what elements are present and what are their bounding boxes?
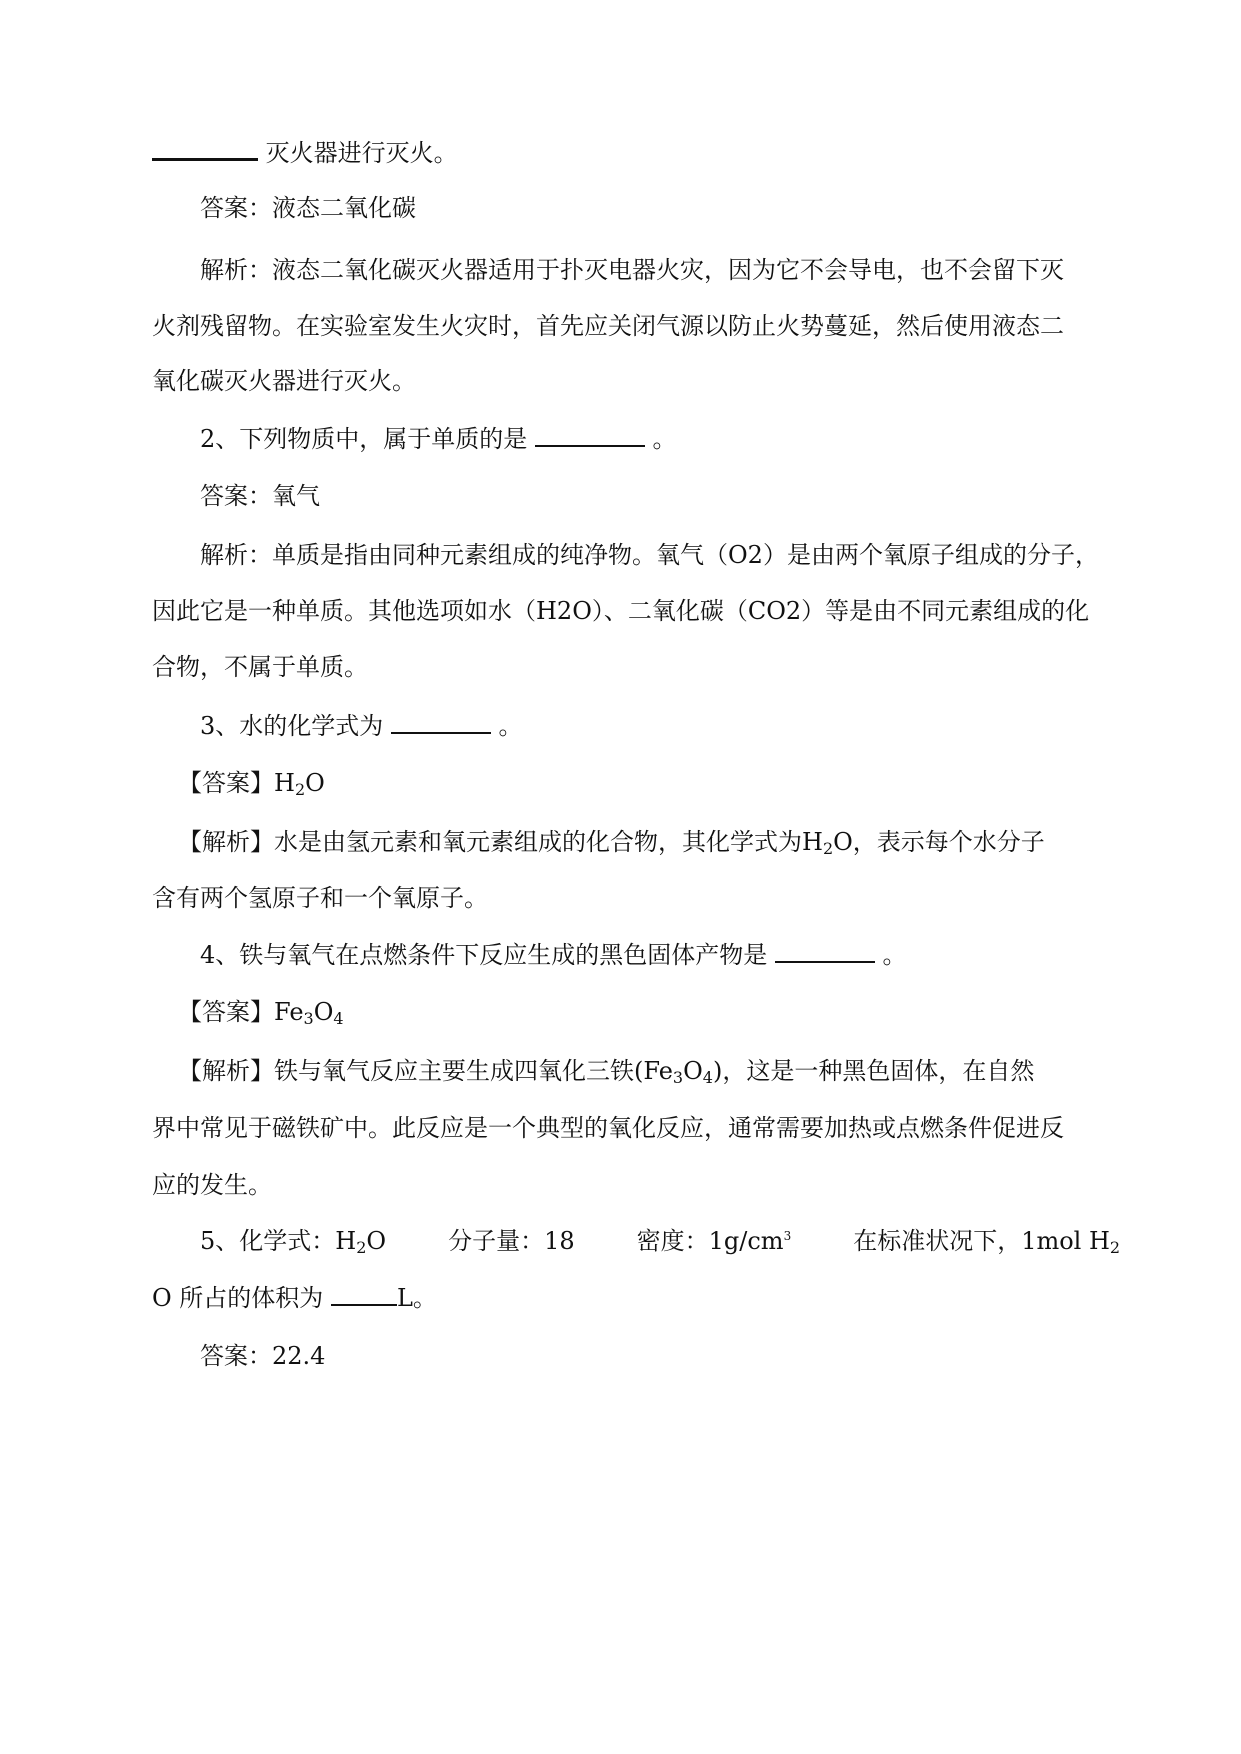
q2-question: 2、下列物质中，属于单质的是 。 [200,425,677,453]
q4-answer-blank [775,939,875,963]
q5-density: 密度：$1g/cm^3$ [636,1227,792,1255]
q2-analysis-line-1: 解析：单质是指由同种元素组成的纯净物。氧气（O2）是由两个氧原子组成的分子， [200,541,1099,569]
q2-analysis-line-2: 因此它是一种单质。其他选项如水（H2O）、二氧化碳（CO2）等是由不同元素组成的化 [152,597,1090,625]
q2-answer-blank [535,423,645,447]
q2-answer: 答案：氧气 [200,482,320,510]
q5-answer: 答案：22.4 [200,1342,326,1370]
q4-question: 4、铁与氧气在点燃条件下反应生成的黑色固体产物是 。 [200,941,907,969]
q1-analysis-line-3: 氧化碳灭火器进行灭火。 [152,367,416,395]
q3-question: 3、水的化学式为 。 [200,712,523,740]
q3-analysis-line-2: 含有两个氢原子和一个氧原子。 [152,884,488,912]
q4-analysis-line-3: 应的发生。 [152,1171,272,1199]
q5-question-line-2: O 所占的体积为 L。 [152,1284,437,1312]
q4-answer: 【答案】$Fe_3O_4$ [178,998,344,1028]
q1-answer: 答案：液态二氧化碳 [200,194,416,222]
q4-analysis-line-1: 【解析】铁与氧气反应主要生成四氧化三铁$(Fe_3O_4)$，这是一种黑色固体，在自然 [178,1057,1035,1087]
q3-answer: 【答案】$H_2O$ [178,769,325,799]
q1-question-tail: 灭火器进行灭火。 [152,136,458,169]
q5-question-line-1: 5、化学式：$H_2O$ 分子量：18 密度：$1g/cm^3$ 在标准状况下，1mol $H_2$ [200,1227,1121,1257]
q1-analysis-line-1: 解析：液态二氧化碳灭火器适用于扑灭电器火灾，因为它不会导电，也不会留下灭 [200,256,1064,284]
q3-analysis-line-1: 【解析】水是由氢元素和氧元素组成的化合物，其化学式为$H_2O$，表示每个水分子 [178,828,1045,858]
q3-answer-blank [391,710,491,734]
q2-analysis-line-3: 合物，不属于单质。 [152,653,368,681]
q5-answer-blank [331,1282,397,1306]
q1-analysis-line-2: 火剂残留物。在实验室发生火灾时，首先应关闭气源以防止火势蔓延，然后使用液态二 [152,312,1064,340]
q4-analysis-line-2: 界中常见于磁铁矿中。此反应是一个典型的氧化反应，通常需要加热或点燃条件促进反 [152,1114,1064,1142]
q5-molecular-mass: 分子量：18 [448,1227,575,1255]
q1-answer-blank [152,136,258,161]
